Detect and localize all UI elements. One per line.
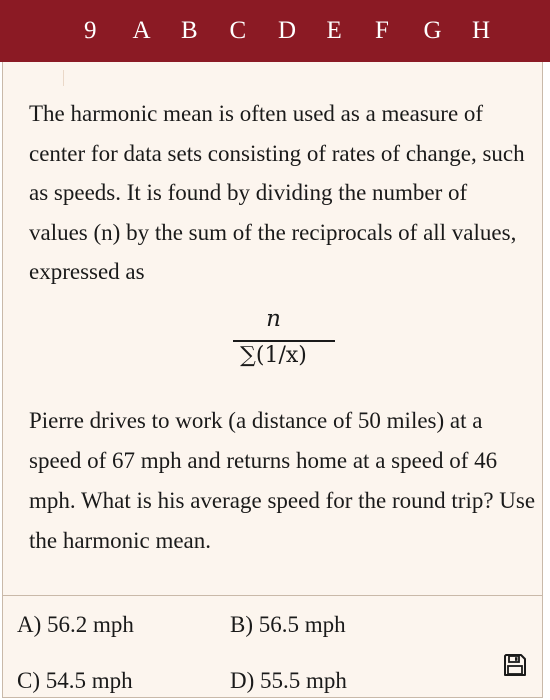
tab-f[interactable]: F bbox=[375, 17, 389, 44]
fraction-bar bbox=[233, 340, 335, 342]
tab-9[interactable]: 9 bbox=[84, 17, 97, 44]
choices-divider bbox=[3, 595, 542, 596]
tab-b[interactable]: B bbox=[181, 17, 198, 44]
tab-g[interactable]: G bbox=[423, 17, 442, 44]
choice-b[interactable]: B) 56.5 mph bbox=[230, 612, 346, 637]
question-problem: Pierre drives to work (a distance of 50 miles) at a speed of 67 mph and returns home at a speed of 46 mph. What is his average speed for the round trip? Use the harmonic mean. bbox=[29, 408, 536, 553]
formula-denominator: ∑(1/x) bbox=[240, 343, 307, 368]
tab-a[interactable]: A bbox=[132, 17, 151, 44]
choice-a[interactable]: A) 56.2 mph bbox=[17, 612, 134, 637]
formula-numerator: n bbox=[266, 306, 281, 332]
floppy-disk-icon[interactable] bbox=[503, 653, 527, 677]
tab-h[interactable]: H bbox=[472, 17, 491, 44]
choice-c[interactable]: C) 54.5 mph bbox=[17, 668, 133, 693]
tab-e[interactable]: E bbox=[326, 17, 342, 44]
choice-d[interactable]: D) 55.5 mph bbox=[230, 668, 347, 693]
tab-c[interactable]: C bbox=[229, 17, 247, 44]
faint-mark bbox=[63, 70, 64, 86]
tab-d[interactable]: D bbox=[278, 17, 297, 44]
tab-bar bbox=[0, 0, 550, 62]
question-intro: The harmonic mean is often used as a measure of center for data sets consisting of rates of change, such as speeds. It is found by dividing the number of values (n) by the sum of the reciprocals of all values, expressed as bbox=[29, 101, 525, 284]
question-panel bbox=[2, 62, 543, 698]
harmonic-mean-formula bbox=[3, 306, 544, 376]
